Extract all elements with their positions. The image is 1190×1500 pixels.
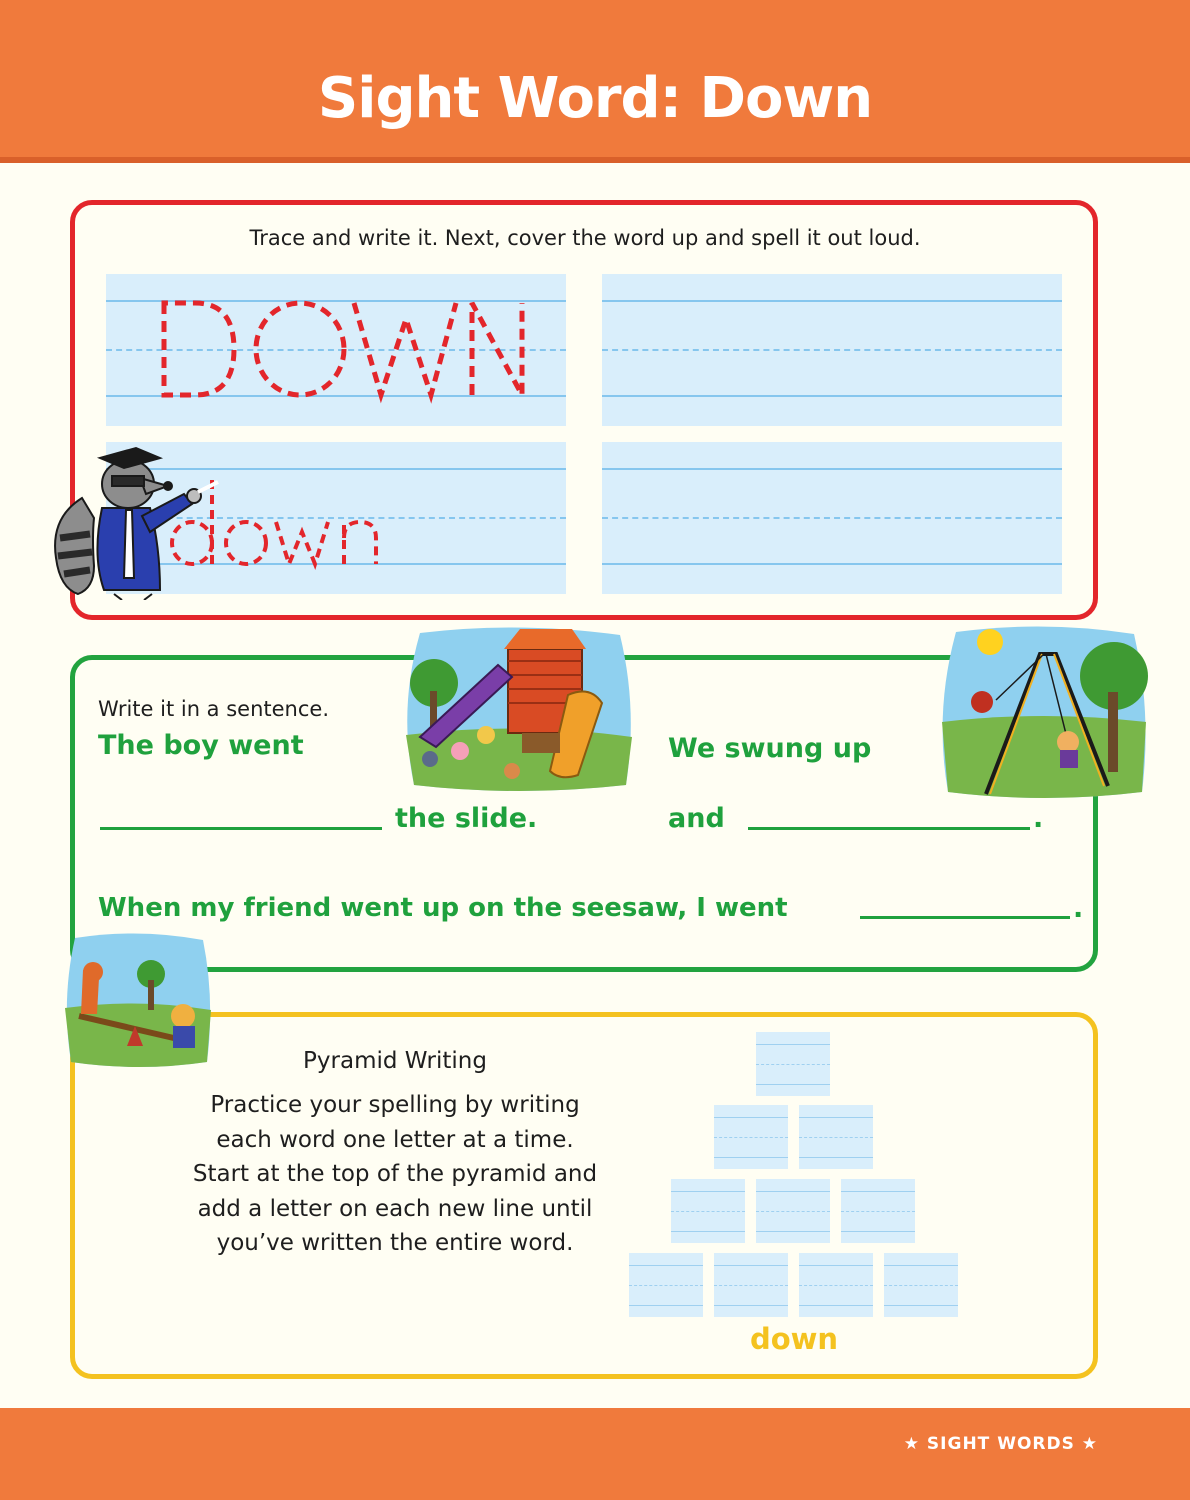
- sentence3-text: When my friend went up on the seesaw, I went: [98, 893, 788, 923]
- pyramid-cell[interactable]: [756, 1179, 830, 1243]
- pyramid-cell[interactable]: [756, 1032, 830, 1096]
- trace-instruction: Trace and write it. Next, cover the word up and spell it out loud.: [249, 226, 921, 250]
- page-header: [0, 0, 1190, 163]
- page-title: Sight Word: Down: [317, 66, 873, 131]
- trace-letters-uppercase: [150, 295, 540, 405]
- sentence2-part2: and: [668, 803, 725, 834]
- write-box-lowercase[interactable]: [602, 442, 1062, 594]
- pyramid-target-word: down: [749, 1322, 839, 1356]
- write-box-uppercase[interactable]: [602, 274, 1062, 426]
- pyramid-cell[interactable]: [884, 1253, 958, 1317]
- pyramid-cell[interactable]: [714, 1105, 788, 1169]
- sentence2-end: .: [1033, 803, 1044, 834]
- playground-slide-icon: [400, 625, 638, 793]
- pyramid-cell[interactable]: [799, 1253, 873, 1317]
- pyramid-title: Pyramid Writing: [303, 1048, 487, 1074]
- footer-label: ★ SIGHT WORDS ★: [903, 1434, 1098, 1454]
- pyramid-cell[interactable]: [799, 1105, 873, 1169]
- sentence1-part1: The boy went: [98, 730, 304, 761]
- page-footer: [0, 1408, 1190, 1500]
- swing-set-icon: [938, 622, 1150, 802]
- sentence3-end: .: [1073, 893, 1084, 924]
- pyramid-cell[interactable]: [671, 1179, 745, 1243]
- sentence1-blank[interactable]: [100, 827, 382, 830]
- sentence2-part1: We swung up: [668, 733, 872, 764]
- sentence-instruction: Write it in a sentence.: [98, 697, 329, 721]
- sentence3-blank[interactable]: [860, 916, 1070, 919]
- pyramid-cell[interactable]: [714, 1253, 788, 1317]
- pyramid-cell[interactable]: [629, 1253, 703, 1317]
- sentence2-blank[interactable]: [748, 827, 1030, 830]
- pyramid-instructions: Practice your spelling by writing each word one letter at a time. Start at the top of the pyramid and add a letter on each new line until you’ve written the entire word.: [192, 1092, 598, 1256]
- sentence1-part2: the slide.: [395, 803, 538, 834]
- pyramid-cell[interactable]: [841, 1179, 915, 1243]
- raccoon-teacher-icon: [42, 438, 222, 600]
